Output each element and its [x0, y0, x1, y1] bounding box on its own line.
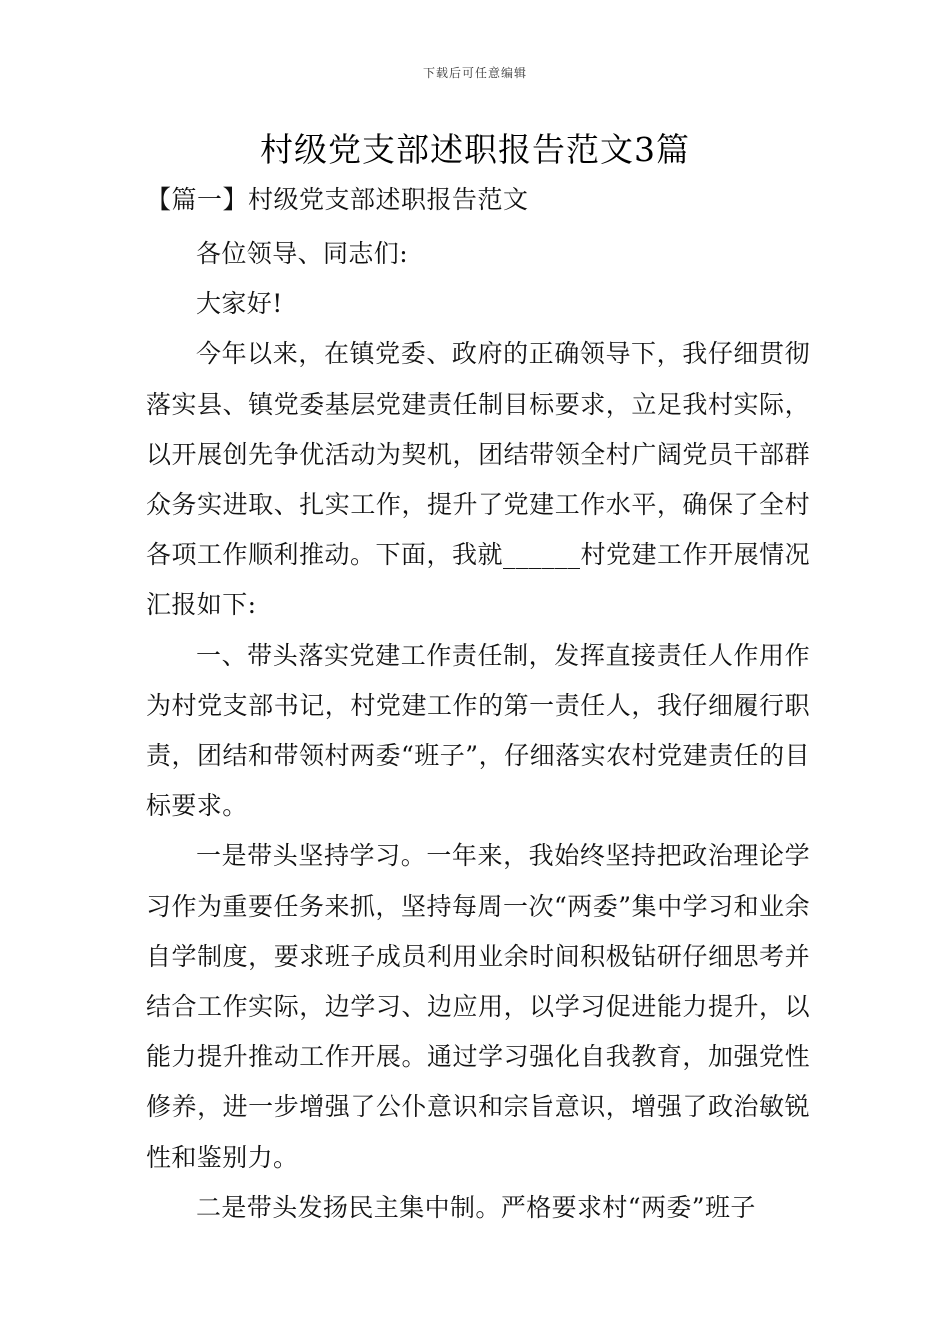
paragraph-salutation: 大家好!	[196, 289, 283, 319]
document-title: 村级党支部述职报告范文3篇	[260, 130, 690, 169]
paragraph-point-one: 一是带头坚持学习。一年来，我始终坚持把政治理论学习作为重要任务来抓，坚持每周一次“两委”集中学习和业余自学制度，要求班子成员利用业余时间积极钻研仔细思考并结合工作实际，边学习、边应用，以学习促进能力提升，以能力提升推动工作开展。通过学习强化自我教育，加强党性修养，进一步增强了公仆意识和宗旨意识，增强了政治敏锐性和鉴别力。	[146, 841, 810, 1172]
header-note: 下载后可任意编辑	[422, 66, 527, 80]
paragraph-intro: 今年以来，在镇党委、政府的正确领导下，我仔细贯彻落实县、镇党委基层党建责任制目标要求，立足我村实际，以开展创先争优活动为契机，团结带领全村广阔党员干部群众务实进取、扎实工作，提升了党建工作水平，确保了全村各项工作顺利推动。下面，我就______村党建工作开展情况汇报如下:	[146, 339, 810, 620]
paragraph-greeting: 各位领导、同志们:	[196, 239, 409, 268]
paragraph-point-two: 二是带头发扬民主集中制。严格要求村“两委”班子	[196, 1192, 756, 1222]
section-heading: 【篇一】村级党支部述职报告范文	[146, 185, 529, 214]
document-body	[146, 229, 810, 1233]
paragraph-section-one: 一、带头落实党建工作责任制，发挥直接责任人作用作为村党支部书记，村党建工作的第一责任人，我仔细履行职责，团结和带领村两委“班子”，仔细落实农村党建责任的目标要求。	[146, 640, 810, 821]
